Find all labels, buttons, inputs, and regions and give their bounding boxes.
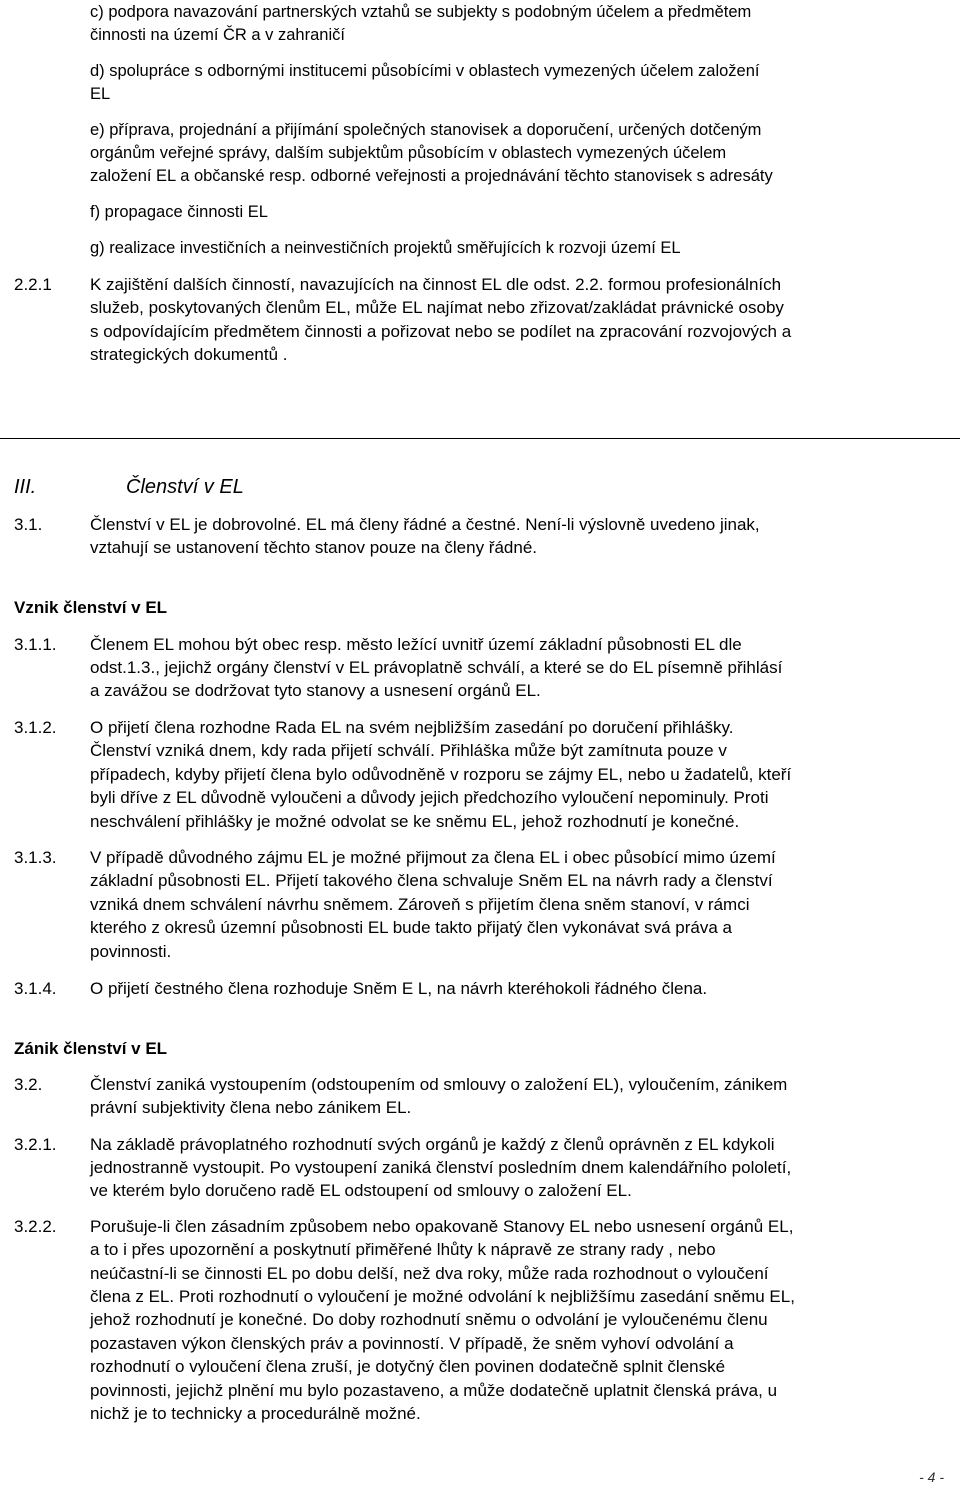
s221-line: s odpovídajícím předmětem činnosti a pořizovat nebo se podílet na zpracování rozvojových a [90, 322, 792, 341]
s313-line: kterého z okresů územní působnosti EL bude takto přijatý člen vykonávat svá práva a [90, 918, 732, 937]
s311-line: a zavážou se dodržovat tyto stanovy a usnesení orgánů EL. [90, 681, 541, 700]
s322-line: jehož rozhodnutí je konečné. Do doby rozhodnutí sněmu o odvolání je vyloučenému členu [90, 1310, 768, 1329]
chapter-title: Členství v EL [126, 476, 244, 498]
item-c-line: činnosti na území ČR a v zahraničí [90, 26, 345, 44]
s313-line: vzniká dnem schválení návrhu sněmem. Zároveň s přijetím člena sněm stanoví, v rámci [90, 895, 750, 914]
s322-line: nichž je to technicky a procedurálně možné. [90, 1404, 421, 1423]
section-number: 3.1. [14, 515, 43, 534]
s313-line: základní působnosti EL. Přijetí takového člena schvaluje Sněm EL na návrh rady a členství [90, 871, 773, 890]
s221-line: služeb, poskytovaných členům EL, může EL najímat nebo zřizovat/zakládat právnické osoby [90, 298, 784, 317]
chapter-number: III. [14, 476, 37, 498]
s322-line: Porušuje-li člen zásadním způsobem nebo opakovaně Stanovy EL nebo usnesení orgánů EL, [90, 1217, 794, 1236]
s322-line: neúčastní-li se činnosti EL po dobu delší, než dva roky, může rada rozhodnout o vyloučení [90, 1264, 769, 1283]
section-number: 3.2. [14, 1075, 43, 1094]
item-d-line: d) spolupráce s odbornými institucemi působícími v oblastech vymezených účelem založení [90, 62, 760, 80]
s32-line: Členství zaniká vystoupením (odstoupením od smlouvy o založení EL), vyloučením, zánikem [90, 1075, 788, 1094]
item-c-line: c) podpora navazování partnerských vztahů se subjekty s podobným účelem a předmětem [90, 3, 752, 21]
s314-line: O přijetí čestného člena rozhoduje Sněm E L, na návrh kteréhokoli řádného člena. [90, 979, 708, 998]
section-number: 3.1.4. [14, 979, 57, 998]
s311-line: odst.1.3., jejichž orgány členství v EL právoplatně schválí, a které se do EL písemně přihlásí [90, 658, 783, 677]
s312-line: byli dříve z EL důvodně vyloučeni a důvody jejich předchozího vyloučení nepominuly. Proti [90, 788, 769, 807]
heading-vznik: Vznik členství v EL [14, 598, 168, 617]
item-f: f) propagace činnosti EL [90, 203, 268, 221]
s312-line: Členství vzniká dnem, kdy rada přijetí schválí. Přihláška může být zamítnuta pouze v [90, 741, 727, 760]
page-number: - 4 - [919, 1469, 944, 1485]
heading-zanik: Zánik členství v EL [14, 1039, 168, 1058]
s311-line: Členem EL mohou být obec resp. město ležící uvnitř území základní působnosti EL dle [90, 635, 742, 654]
section-number: 3.2.1. [14, 1135, 57, 1154]
s312-line: neschválení přihlášky je možné odvolat se ke sněmu EL, jehož rozhodnutí je konečné. [90, 812, 740, 831]
s322-line: člena z EL. Proti rozhodnutí o vyloučení je možné odvolání k nejbližšímu zasedání sněmu EL, [90, 1287, 795, 1306]
item-e-line: orgánům veřejné správy, dalším subjektům působícím v oblastech vymezených účelem [90, 144, 727, 162]
s313-line: povinnosti. [90, 942, 172, 961]
s321-line: jednostranně vystoupit. Po vystoupení zaniká členství posledním dnem kalendářního pololetí, [90, 1158, 792, 1177]
section-number: 3.1.1. [14, 635, 57, 654]
section-number: 2.2.1 [14, 275, 52, 294]
section-number: 3.2.2. [14, 1217, 57, 1236]
s312-line: O přijetí člena rozhodne Rada EL na svém nejbližším zasedání po doručení přihlášky. [90, 718, 734, 737]
s221-line: K zajištění dalších činností, navazujících na činnost EL dle odst. 2.2. formou profesionálních [90, 275, 782, 294]
s31-line: Členství v EL je dobrovolné. EL má členy řádné a čestné. Není-li výslovně uvedeno jinak, [90, 515, 760, 534]
item-e-line: e) příprava, projednání a přijímání společných stanovisek a doporučení, určených dotčeným [90, 121, 762, 139]
s32-line: právní subjektivity člena nebo zánikem EL. [90, 1098, 412, 1117]
s322-line: pozastaven výkon členských práv a povinností. V případě, že sněm vyhoví odvolání a [90, 1334, 734, 1353]
item-g: g) realizace investičních a neinvestičních projektů směřujících k rozvoji území EL [90, 239, 681, 257]
s221-line: strategických dokumentů . [90, 345, 288, 364]
s322-line: rozhodnutí o vyloučení člena zruší, je dotyčný člen povinen dodatečně splnit členské [90, 1357, 726, 1376]
item-e-line: založení EL a občanské resp. odborné veřejnosti a projednávání těchto stanovisek s adresáty [90, 167, 773, 185]
item-d-line: EL [90, 85, 111, 103]
chapter-divider [0, 438, 960, 439]
s321-line: Na základě právoplatného rozhodnutí svých orgánů je každý z členů oprávněn z EL kdykoli [90, 1135, 775, 1154]
s322-line: a to i přes upozornění a poskytnutí přiměřené lhůty k nápravě ze strany rady , nebo [90, 1240, 716, 1259]
s321-line: ve kterém bylo doručeno radě EL odstoupení od smlouvy o založení EL. [90, 1181, 632, 1200]
section-number: 3.1.2. [14, 718, 57, 737]
s31-line: vztahují se ustanovení těchto stanov pouze na členy řádné. [90, 538, 538, 557]
s312-line: případech, kdyby přijetí člena bylo odůvodněně v rozporu se zájmy EL, nebo u žadatelů, kteří [90, 765, 792, 784]
section-number: 3.1.3. [14, 848, 57, 867]
s322-line: povinnosti, jejichž plnění mu bylo pozastaveno, a může dodatečně uplatnit členská práva, u [90, 1381, 778, 1400]
s313-line: V případě důvodného zájmu EL je možné přijmout za člena EL i obec působící mimo území [90, 848, 776, 867]
